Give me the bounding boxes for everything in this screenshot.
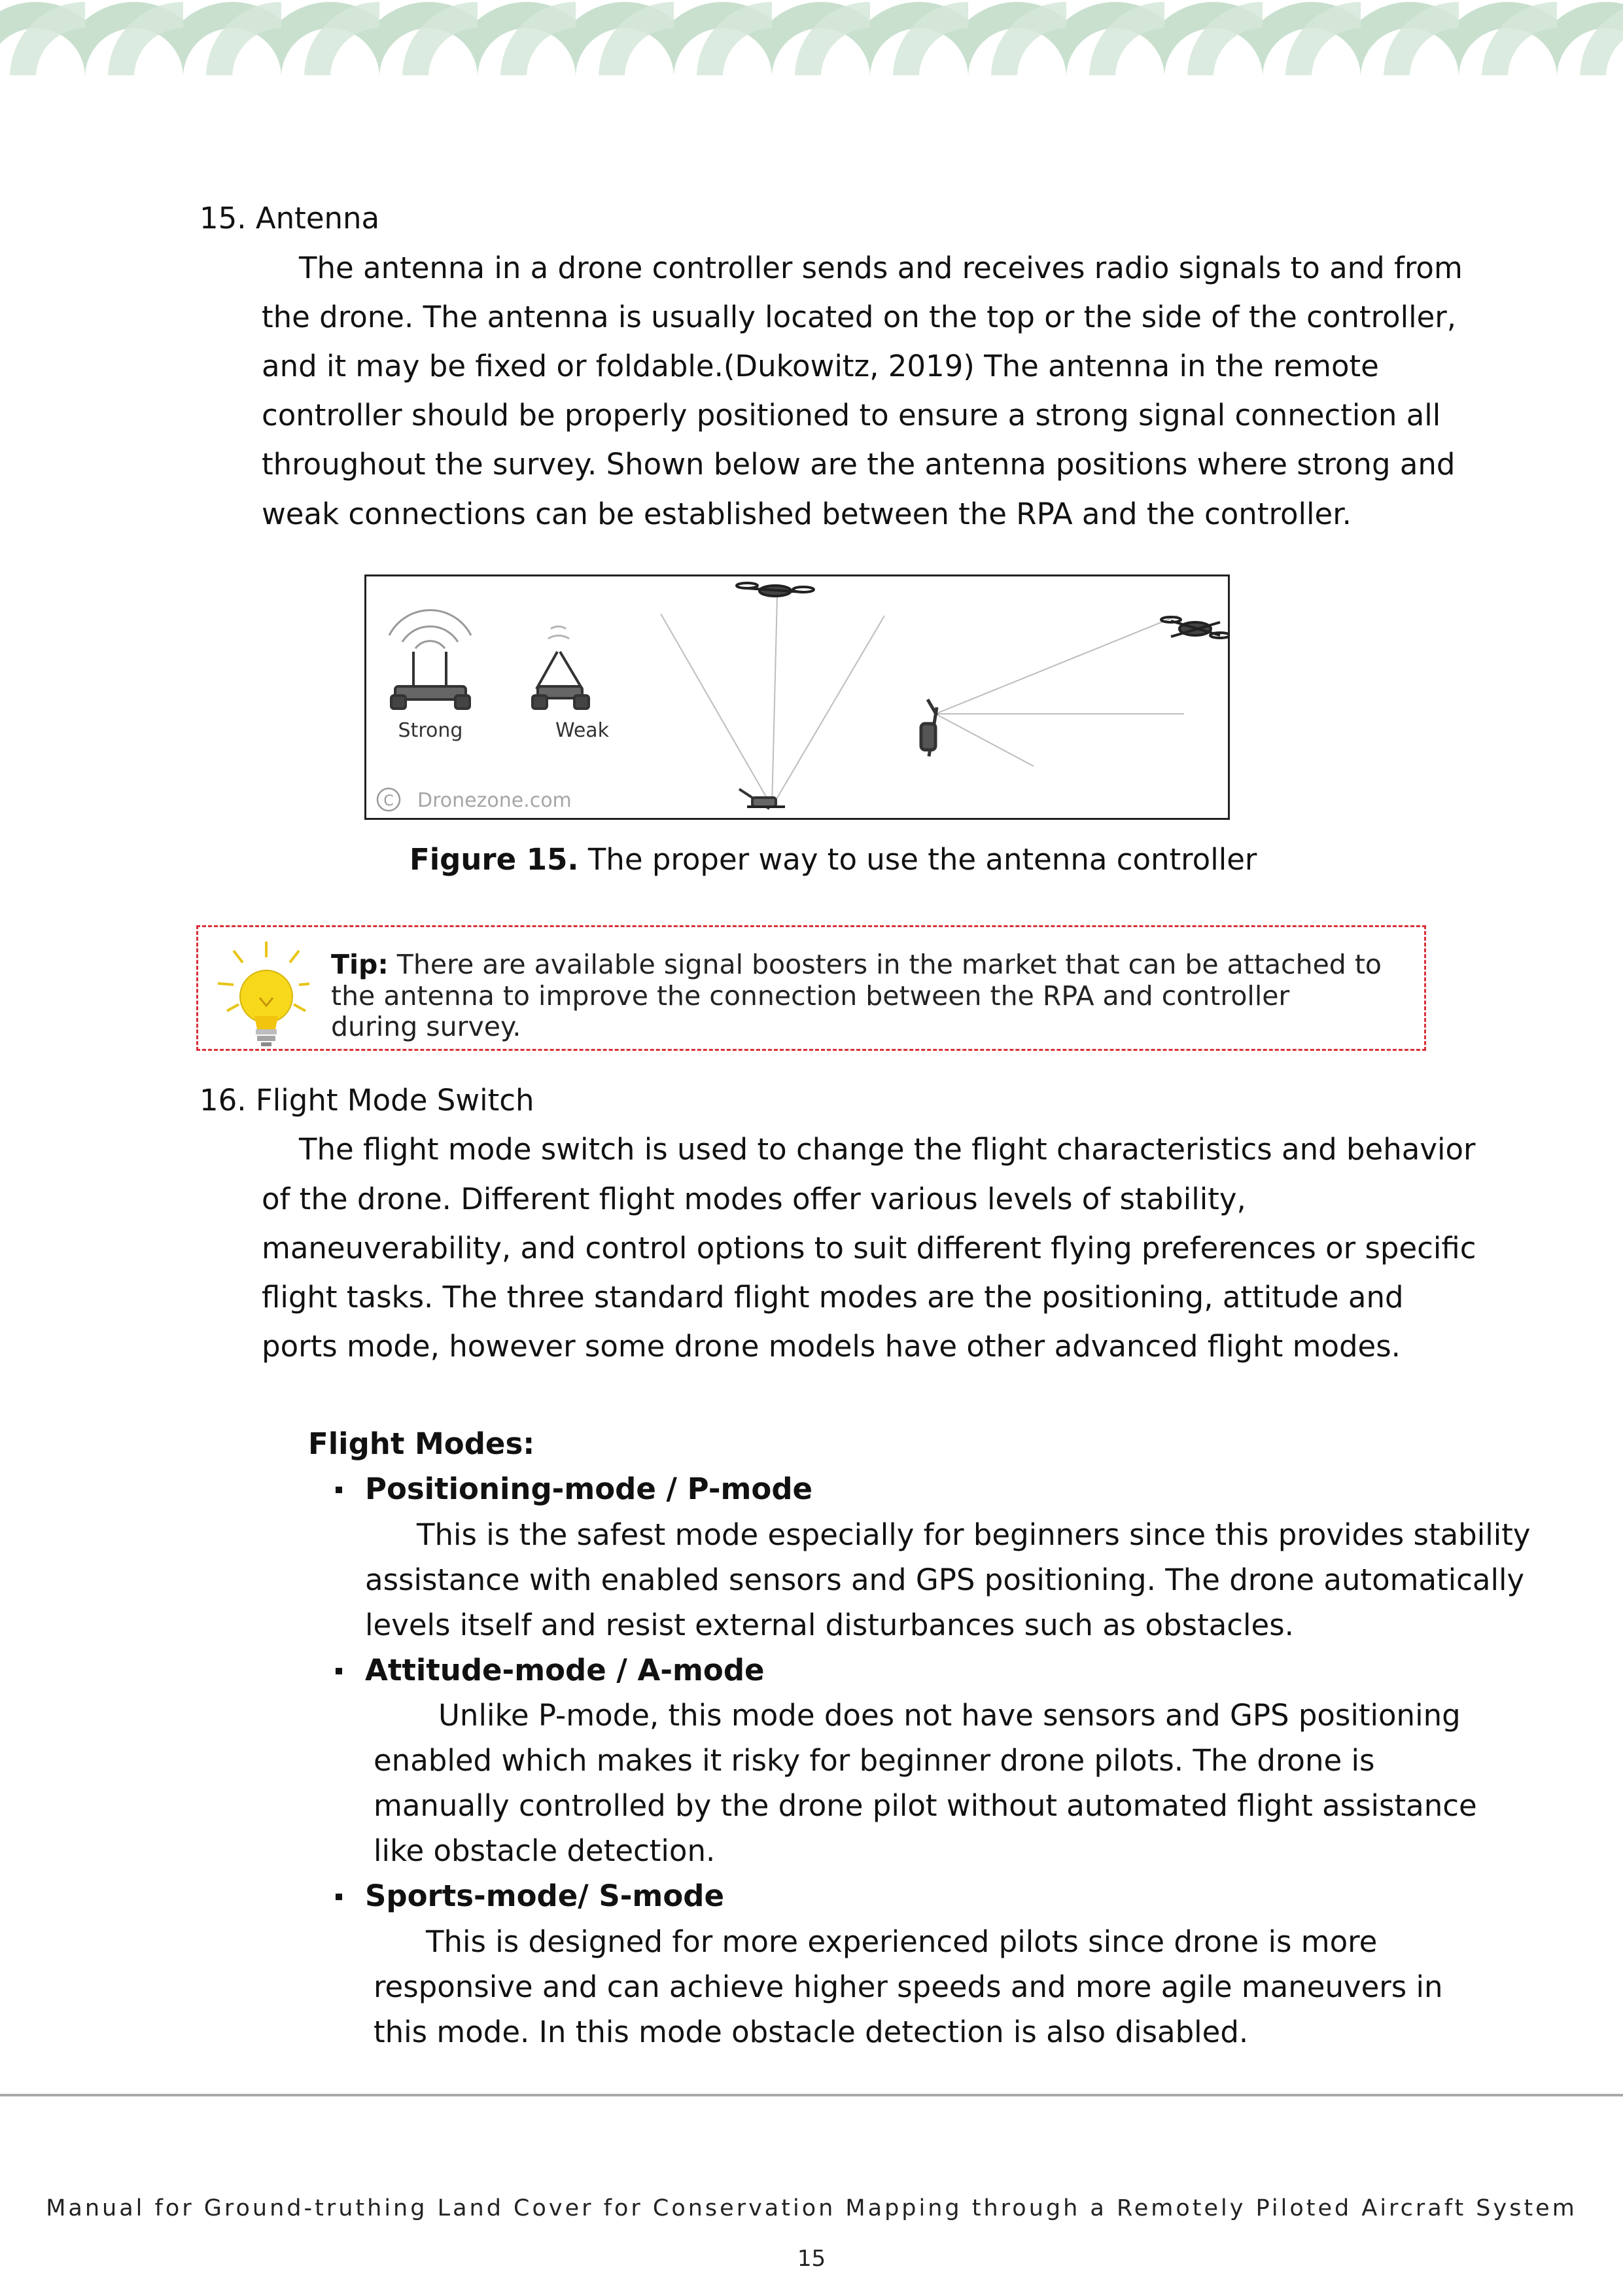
section-16-line: ports mode, however some drone models have other advanced flight modes. [262, 1329, 1401, 1364]
section-16-line: maneuverability, and control options to suit different flying preferences or specific [262, 1231, 1476, 1265]
mode-a-line: like obstacle detection. [374, 1833, 716, 1868]
bullet-icon [336, 1668, 342, 1674]
mode-p-line: assistance with enabled sensors and GPS positioning. The drone automatically [365, 1563, 1525, 1597]
section-16-heading: 16. Flight Mode Switch [200, 1083, 534, 1118]
tip-line-3: during survey. [331, 1011, 521, 1042]
section-15-line: and it may be fixed or foldable.(Dukowitz, 2019) The antenna in the remote [262, 349, 1379, 383]
section-15-line: throughout the survey. Shown below are the antenna positions where strong and [262, 447, 1456, 482]
drone-icon-top [737, 583, 814, 596]
figure-caption-label: Figure 15. [410, 842, 579, 877]
signal-cone-lines [661, 596, 1184, 807]
tip-box [196, 925, 1426, 1051]
watermark-text: Dronezone.com [417, 789, 572, 812]
mode-title-s: Sports-mode/ S-mode [365, 1879, 724, 1913]
figure-15-image [364, 574, 1230, 820]
mode-s-line: responsive and can achieve higher speeds and more agile maneuvers in [374, 1969, 1443, 2004]
drone-icon-right [1161, 617, 1228, 638]
handheld-controller-icon [921, 699, 937, 756]
figure-caption-text: The proper way to use the antenna controller [578, 842, 1257, 877]
mode-a-line: enabled which makes it risky for beginner drone pilots. The drone is [374, 1743, 1375, 1778]
weak-signal-icon [548, 626, 569, 639]
strong-controller-icon [391, 652, 470, 709]
strong-label: Strong [398, 719, 463, 742]
tip-label: Tip: [331, 949, 389, 980]
weak-label: Weak [555, 719, 610, 742]
mode-a-line: manually controlled by the drone pilot without automated flight assistance [374, 1788, 1477, 1823]
section-16-line: The flight mode switch is used to change the flight characteristics and behavior [299, 1132, 1476, 1167]
mode-p-line: This is the safest mode especially for beginners since this provides stability [417, 1517, 1531, 1552]
strong-signal-controller-icon [389, 610, 471, 648]
section-15-heading: 15. Antenna [200, 201, 380, 236]
antenna-diagram [366, 576, 1228, 818]
bullet-icon [336, 1894, 342, 1900]
mode-title-p: Positioning-mode / P-mode [365, 1472, 813, 1506]
mode-title-a: Attitude-mode / A-mode [365, 1653, 765, 1687]
section-15-line: the drone. The antenna is usually located on the top or the side of the controller, [262, 300, 1457, 334]
section-15-line: weak connections can be established between the RPA and the controller. [262, 497, 1352, 531]
lightbulb-icon [205, 932, 309, 1050]
bullet-icon [336, 1487, 342, 1493]
tip-line-2: the antenna to improve the connection between the RPA and controller [331, 980, 1290, 1012]
weak-controller-icon [532, 652, 589, 709]
page-number: 15 [797, 2246, 826, 2272]
mode-a-line: Unlike P-mode, this mode does not have sensors and GPS positioning [438, 1698, 1461, 1733]
mode-p-line: levels itself and resist external disturbances such as obstacles. [365, 1608, 1294, 1642]
section-16-line: of the drone. Different flight modes offer various levels of stability, [262, 1182, 1246, 1216]
figure-15-caption [410, 840, 1257, 879]
section-15-line: controller should be properly positioned to ensure a strong signal connection all [262, 398, 1441, 433]
mode-s-line: This is designed for more experienced pilots since drone is more [426, 1924, 1378, 1959]
copyright-symbol: C [383, 793, 394, 809]
tilted-controller-icon [739, 789, 785, 809]
tip-line-1: Tip: There are available signal boosters in the market that can be attached to [331, 949, 1382, 980]
mode-s-line: this mode. In this mode obstacle detection is also disabled. [374, 2015, 1249, 2049]
flight-modes-heading: Flight Modes: [308, 1426, 535, 1461]
footer-divider [0, 2094, 1623, 2096]
section-16-line: flight tasks. The three standard flight modes are the positioning, attitude and [262, 1280, 1404, 1315]
footer-title: Manual for Ground-truthing Land Cover for Conservation Mapping through a Remotely Piloted Aircraft System [46, 2195, 1577, 2221]
section-15-line: The antenna in a drone controller sends and receives radio signals to and from [299, 251, 1463, 285]
